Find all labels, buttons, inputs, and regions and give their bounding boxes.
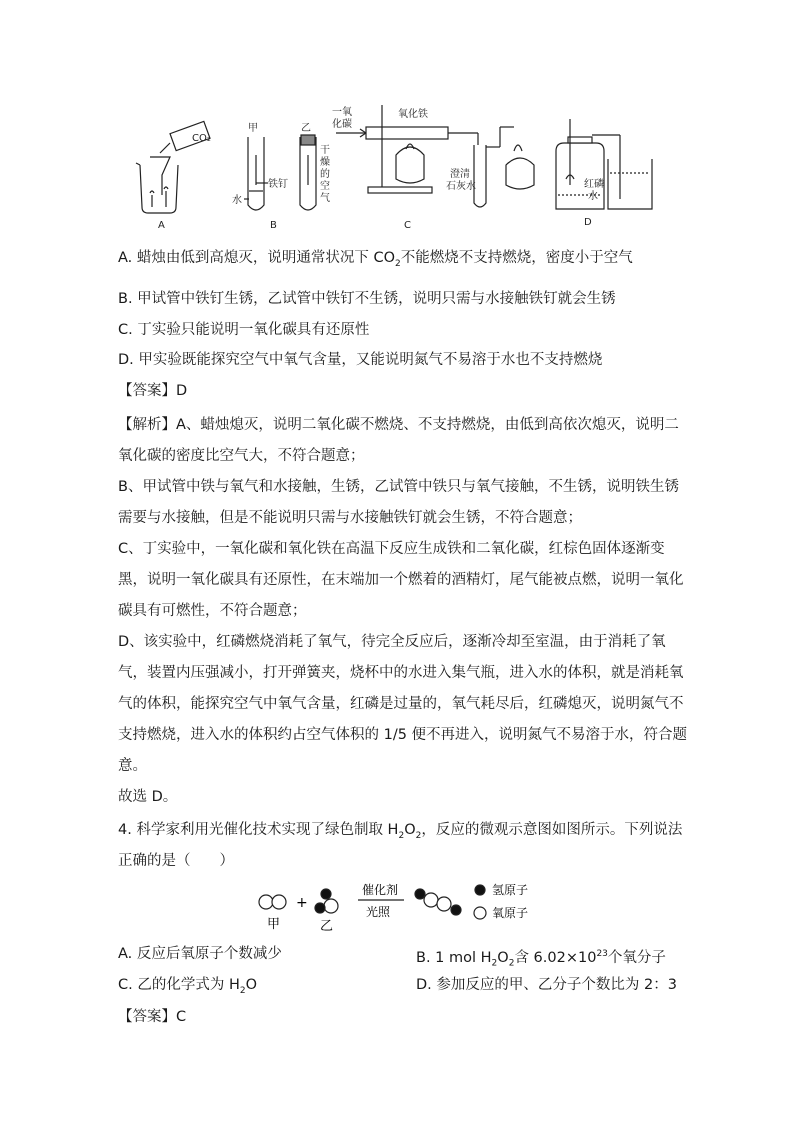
legend-o-label: 氧原子 — [492, 906, 529, 920]
o-atom-icon — [424, 893, 438, 907]
co-label-1: 一氧 — [332, 107, 352, 118]
apparatus-d — [556, 119, 652, 209]
o-atom-icon — [437, 897, 451, 911]
co2-label: CO₂ — [192, 133, 211, 144]
q4-option-d: D. 参加反应的甲、乙分子个数比为 2：3 — [416, 977, 677, 993]
legend-h-icon — [475, 885, 485, 895]
q3-analysis-2: 氧化碳的密度比空气大，不符合题意； — [118, 448, 365, 464]
legend-h-label: 氢原子 — [492, 883, 529, 897]
yi-caption: 乙 — [320, 919, 334, 934]
q3-option-d: D. 甲实验既能探究空气中氧气含量，又能说明氮气不易溶于水也不支持燃烧 — [118, 352, 603, 368]
dry-air-2: 燥 — [320, 157, 330, 168]
yi-label: 乙 — [301, 123, 311, 134]
light-label: 光照 — [366, 905, 391, 919]
apparatus-c — [336, 105, 534, 207]
q3-option-c: C. 丁实验只能说明一氧化碳具有还原性 — [118, 322, 370, 338]
h-atom-icon — [315, 903, 325, 913]
h-atom-icon — [451, 905, 461, 915]
q4-answer: 【答案】C — [118, 1009, 187, 1025]
dry-air-5: 气 — [320, 193, 330, 204]
q3-analysis-8: D、该实验中，红磷燃烧消耗了氧气，待完全反应后，逐渐冷却至室温，由于消耗了氧 — [118, 634, 666, 650]
q3-analysis-6: 黑，说明一氧化碳具有还原性，在末端加一个燃着的酒精灯，尾气能被点燃，说明一氧化 — [118, 572, 684, 588]
h-atom-icon — [321, 889, 331, 899]
apparatus-b — [244, 135, 316, 210]
plus-sign: + — [296, 895, 308, 911]
legend-o-icon — [474, 907, 486, 919]
dry-air-1: 干 — [320, 145, 330, 156]
q3-analysis-1: 【解析】A、蜡烛熄灭，说明二氧化碳不燃烧、不支持燃烧，由低到高依次熄灭，说明二 — [118, 417, 679, 433]
q3-analysis-5: C、丁实验中，一氧化碳和氧化铁在高温下反应生成铁和二氧化碳，红棕色固体逐渐变 — [118, 541, 665, 557]
q3-analysis-12: 意。 — [118, 758, 147, 774]
q4-option-c: C. 乙的化学式为 $H_2O$ — [118, 977, 258, 996]
jia-label: 甲 — [248, 123, 258, 134]
q3-analysis-10: 气的体积，能探究空气中氧气含量，红磷是过量的，氧气耗尽后，红磷熄灭，说明氮气不 — [118, 696, 684, 712]
limewater-1: 澄清 — [450, 169, 470, 180]
iron-oxide-label: 氧化铁 — [398, 109, 428, 120]
catalyst-label: 催化剂 — [362, 883, 399, 897]
q3-analysis-4: 需要与水接触，但是不能说明只需与水接触铁钉就会生锈，不符合题意； — [118, 510, 582, 526]
red-p-label-2: 水 — [588, 191, 598, 202]
q3-analysis-13: 故选 D。 — [118, 789, 178, 805]
o-atom-icon — [324, 899, 338, 913]
q4-option-a: A. 反应后氧原子个数减少 — [118, 946, 282, 962]
o-atom-icon — [272, 895, 286, 909]
q3-analysis-11: 支持燃烧，进入水的体积约占空气体积的 1/5 便不再进入，说明氮气不易溶于水，符合题 — [118, 727, 688, 743]
nail-label: 铁钉 — [268, 179, 288, 190]
label-d: D — [584, 217, 592, 228]
q3-option-b: B. 甲试管中铁钉生锈，乙试管中铁钉不生锈，说明只需与水接触铁钉就会生锈 — [118, 291, 616, 307]
water-label: 水 — [232, 195, 242, 206]
q3-option-a: A. 蜡烛由低到高熄灭，说明通常状况下 $CO_2$不能燃烧不支持燃烧，密度小于空气 — [118, 250, 633, 269]
q4-stem-2: 正确的是（ ） — [118, 853, 234, 869]
q4-stem-1: 4. 科学家利用光催化技术实现了绿色制取 $H_2O_2$，反应的微观示意图如图所示。下列说法 — [118, 822, 683, 841]
experiment-figure — [0, 95, 794, 235]
label-b: B — [270, 220, 277, 231]
q3-analysis-9: 气，装置内压强减小，打开弹簧夹，烧杯中的水进入集气瓶，进入水的体积，就是消耗氧 — [118, 665, 684, 681]
co-label-2: 化碳 — [332, 119, 352, 130]
label-c: C — [404, 220, 411, 231]
q3-answer: 【答案】D — [118, 383, 188, 399]
h-atom-icon — [415, 889, 425, 899]
o-atom-icon — [259, 895, 273, 909]
dry-air-3: 的 — [320, 169, 330, 180]
q4-option-b: B. 1 mol $H_2O_2$含 $6.02\times 10^{23}$个氧分子 — [416, 949, 666, 969]
limewater-2: 石灰水 — [446, 181, 476, 192]
label-a: A — [158, 220, 165, 231]
reaction-figure — [0, 880, 794, 940]
jia-caption: 甲 — [267, 917, 281, 932]
q3-analysis-7: 碳具有可燃性，不符合题意； — [118, 603, 307, 619]
q3-analysis-3: B、甲试管中铁与氧气和水接触，生锈，乙试管中铁只与氧气接触，不生锈，说明铁生锈 — [118, 479, 679, 495]
dry-air-4: 空 — [320, 181, 330, 192]
red-p-label-1: 红磷 — [584, 179, 604, 190]
